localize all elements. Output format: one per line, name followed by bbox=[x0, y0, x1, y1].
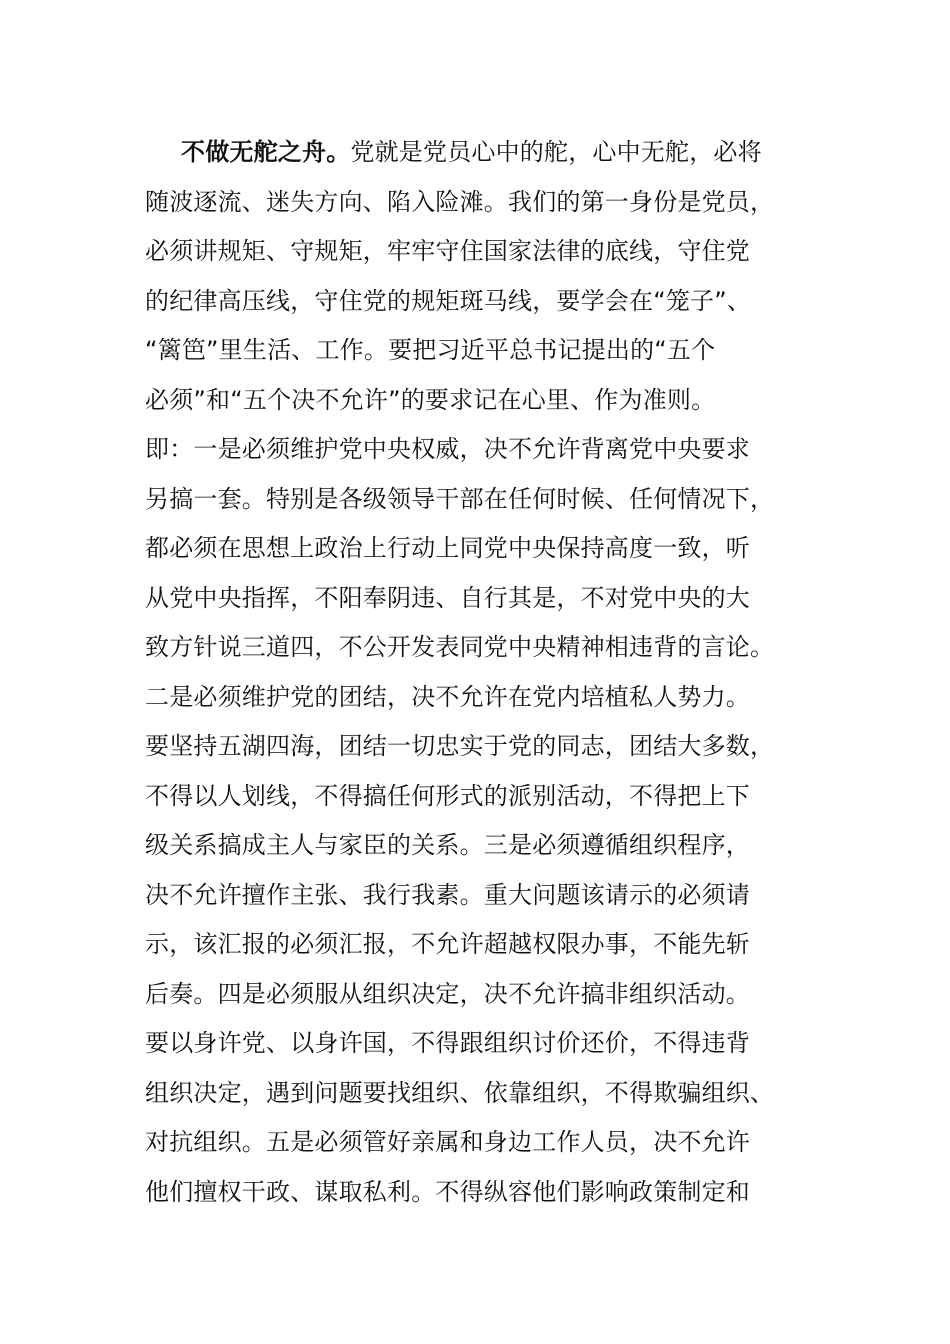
text-line: “篱笆”里生活、工作。要把习近平总书记提出的“五个 bbox=[145, 336, 716, 364]
text-line: 级关系搞成主人与家臣的关系。三是必须遵循组织程序， bbox=[145, 831, 750, 859]
text-line: 示，该汇报的必须汇报，不允许超越权限办事，不能先斩 bbox=[145, 930, 750, 958]
text-line: 必须讲规矩、守规矩，牢牢守住国家法律的底线，守住党 bbox=[145, 237, 750, 265]
body-text bbox=[145, 128, 825, 1217]
text-line: 另搞一套。特别是各级领导干部在任何时候、任何情况下， bbox=[145, 484, 775, 513]
paragraph-first-line bbox=[145, 128, 825, 178]
text-line: 从党中央指挥，不阳奉阴违、自行其是，不对党中央的大 bbox=[145, 583, 750, 612]
text-line: 致方针说三道四，不公开发表同党中央精神相违背的言论。 bbox=[145, 633, 775, 661]
text-line: 党就是党员心中的舵，心中无舵，必将 bbox=[350, 138, 762, 166]
text-line: 组织决定，遇到问题要找组织、依靠组织，不得欺骗组织、 bbox=[145, 1078, 775, 1107]
text-line: 要坚持五湖四海，团结一切忠实于党的同志，团结大多数， bbox=[145, 732, 775, 760]
text-line: 必须”和“五个决不允许”的要求记在心里、作为准则。 bbox=[145, 385, 716, 414]
text-line: 不得以人划线，不得搞任何形式的派别活动，不得把上下 bbox=[145, 781, 750, 810]
paragraph-heading: 不做无舵之舟。 bbox=[181, 138, 351, 166]
text-line: 后奏。四是必须服从组织决定，决不允许搞非组织活动。 bbox=[145, 979, 750, 1008]
text-line: 二是必须维护党的团结，决不允许在党内培植私人势力。 bbox=[145, 682, 750, 711]
text-line: 决不允许擅作主张、我行我素。重大问题该请示的必须请 bbox=[145, 880, 750, 909]
text-line: 他们擅权干政、谋取私利。不得纵容他们影响政策制定和 bbox=[145, 1177, 750, 1206]
text-line: 都必须在思想上政治上行动上同党中央保持高度一致，听 bbox=[145, 534, 750, 562]
text-line: 即：一是必须维护党中央权威，决不允许背离党中央要求 bbox=[145, 435, 750, 463]
text-line: 随波逐流、迷失方向、陷入险滩。我们的第一身份是党员， bbox=[145, 187, 775, 216]
text-line: 要以身许党、以身许国，不得跟组织讨价还价，不得违背 bbox=[145, 1029, 750, 1057]
text-line: 的纪律高压线，守住党的规矩斑马线，要学会在“笼子”、 bbox=[145, 286, 752, 315]
text-line: 对抗组织。五是必须管好亲属和身边工作人员，决不允许 bbox=[145, 1128, 750, 1156]
